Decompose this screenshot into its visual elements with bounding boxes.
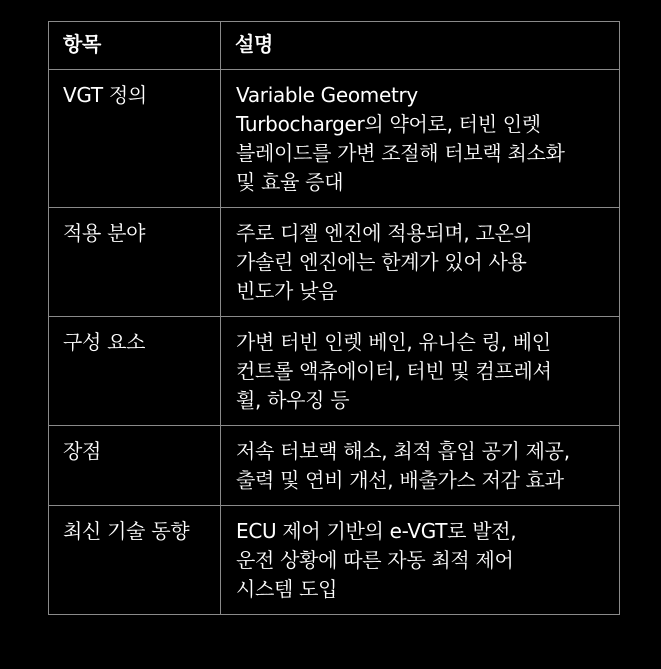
table-row bbox=[49, 426, 620, 506]
table-row bbox=[49, 506, 620, 615]
table-row bbox=[49, 70, 620, 208]
description-line: ECU 제어 기반의 e-VGT로 발전, bbox=[236, 519, 517, 543]
description-line: 및 효율 증대 bbox=[236, 170, 344, 194]
row-description bbox=[221, 208, 620, 317]
description-line: 빈도가 낮음 bbox=[236, 279, 338, 303]
description-line: 저속 터보랙 해소, 최적 흡입 공기 제공, bbox=[236, 439, 570, 463]
description-line: 가변 터빈 인렛 베인, 유니슨 링, 베인 bbox=[236, 330, 551, 354]
description-line: 운전 상황에 따른 자동 최적 제어 bbox=[236, 548, 514, 572]
row-key: 적용 분야 bbox=[49, 208, 221, 317]
info-table-container bbox=[48, 21, 619, 615]
description-line: Turbocharger의 약어로, 터빈 인렛 bbox=[236, 112, 541, 136]
row-key: VGT 정의 bbox=[49, 70, 221, 208]
description-line: 출력 및 연비 개선, 배출가스 저감 효과 bbox=[236, 468, 564, 492]
row-key: 구성 요소 bbox=[49, 317, 221, 426]
row-description bbox=[221, 506, 620, 615]
header-description: 설명 bbox=[221, 22, 620, 70]
description-line: 블레이드를 가변 조절해 터보랙 최소화 bbox=[236, 141, 565, 165]
table-row bbox=[49, 208, 620, 317]
row-key: 최신 기술 동향 bbox=[49, 506, 221, 615]
row-description bbox=[221, 317, 620, 426]
description-line: Variable Geometry bbox=[236, 83, 418, 107]
description-line: 시스템 도입 bbox=[236, 577, 338, 601]
description-line: 휠, 하우징 등 bbox=[236, 388, 350, 412]
row-description bbox=[221, 426, 620, 506]
info-table bbox=[48, 21, 620, 615]
row-description bbox=[221, 70, 620, 208]
header-item: 항목 bbox=[49, 22, 221, 70]
table-header-row bbox=[49, 22, 620, 70]
table-row bbox=[49, 317, 620, 426]
row-key: 장점 bbox=[49, 426, 221, 506]
description-line: 주로 디젤 엔진에 적용되며, 고온의 bbox=[236, 221, 533, 245]
description-line: 컨트롤 액츄에이터, 터빈 및 컴프레셔 bbox=[236, 359, 552, 383]
description-line: 가솔린 엔진에는 한계가 있어 사용 bbox=[236, 250, 527, 274]
